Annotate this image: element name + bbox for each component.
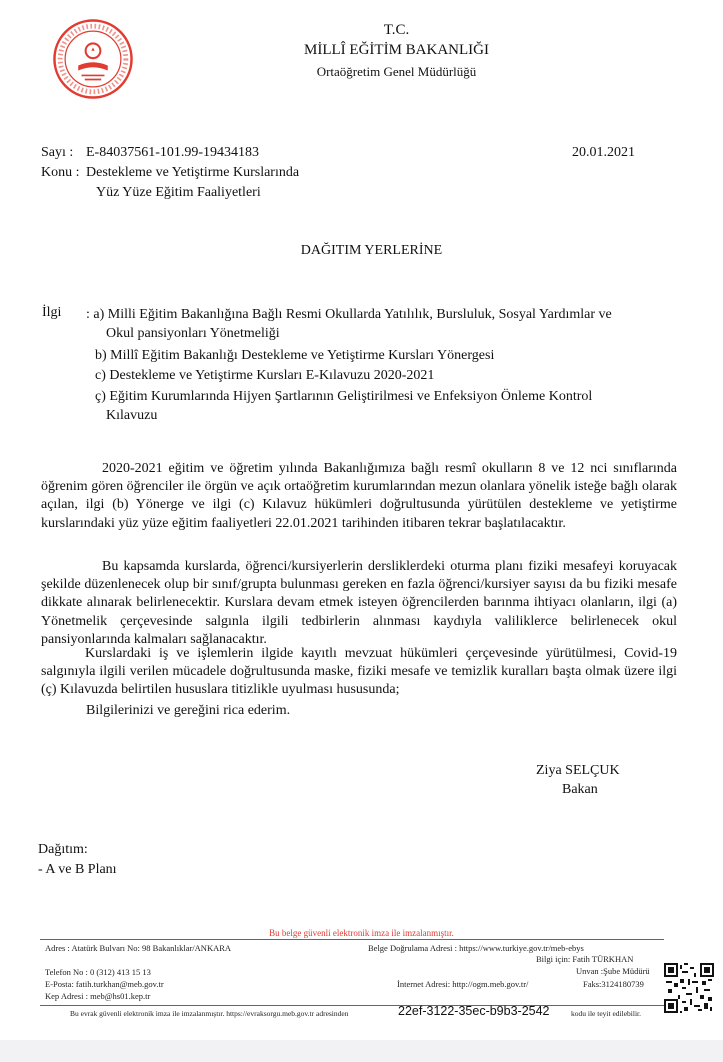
ilgi-item-cc: ç) Eğitim Kurumlarında Hijyen Şartlarının Geliştirilmesi ve Enfeksiyon Önleme Kontrol: [95, 389, 593, 404]
distribution-value: - A ve B Planı: [38, 862, 117, 877]
ilgi-item-a-cont: Okul pansiyonları Yönetmeliği: [106, 326, 280, 341]
footer-verification-address[interactable]: Belge Doğrulama Adresi : https://www.turkiye.gov.tr/meb-ebys: [368, 943, 584, 953]
body-paragraph-4: Bilgilerinizi ve gereğini rica ederim.: [86, 703, 291, 718]
konu-line-2: Yüz Yüze Eğitim Faaliyetleri: [96, 185, 261, 200]
distribution-label: Dağıtım:: [38, 842, 88, 857]
footer-verify-text-end: kodu ile teyit edilebilir.: [571, 1009, 641, 1018]
header-tc: T.C.: [383, 22, 410, 38]
footer-verify-text: Bu evrak güvenli elektronik imza ile imzalanmıştır. https://evraksorgu.meb.gov.tr adresinden: [70, 1009, 349, 1018]
ilgi-item-b: b) Millî Eğitim Bakanlığı Destekleme ve Yetiştirme Kursları Yönergesi: [95, 348, 495, 363]
footer-fax: Faks:3124180739: [583, 979, 644, 989]
sayi-value: E-84037561-101.99-19434183: [86, 145, 260, 160]
footer-email[interactable]: E-Posta: fatih.turkhan@meb.gov.tr: [45, 979, 164, 989]
konu-label: Konu :: [41, 165, 80, 180]
signatory-name: Ziya SELÇUK: [536, 763, 620, 778]
esign-note: Bu belge güvenli elektronik imza ile imzalanmıştır.: [269, 928, 454, 938]
verification-code: 22ef-3122-35ec-b9b3-2542: [398, 1004, 550, 1018]
signatory-title: Bakan: [562, 782, 598, 797]
viewer-bottom-bar: [0, 1040, 723, 1062]
qr-code-icon: [664, 963, 714, 1013]
body-paragraph-2: Bu kapsamda kurslarda, öğrenci/kursiyerlerin dersliklerdeki oturma planı fiziki mesafeyi koruyacak şekilde düzenlenecek olup bir sınıf/grupta bulunması gereken en fazla öğrenci/kursiyer sayısı da bu fiziki mesafe dikkate alınarak belirlenecektir. Kurslara devam etmek isteyen öğrencilerden barınma ihtiyacı olanların, ilgi (a) Yönetmelik çerçevesinde salgınla ilgili tedbirlerin alınması kaydıyla valiliklerce belirlenecek okul pansiyonlarında kalmaları sağlanacaktır.: [41, 559, 677, 647]
footer-bottom-divider: [40, 1005, 664, 1006]
body-paragraph-1: 2020-2021 eğitim ve öğretim yılında Bakanlığımıza bağlı resmî okulların 8 ve 12 nci sınıflarında öğrenim gören öğrenciler ile örgün ve açık ortaöğretim kurumlarından mezun olanlara yönelik isteğe bağlı olarak açılan, ilgi (b) Yönerge ve ilgi (c) Kılavuz hükümleri doğrultusunda yürütülen destekleme ve yetiştirme kurslarındaki yüz yüze eğitim faaliyetleri 22.01.2021 tarihinden itibaren tekrar başlatılacaktır.: [41, 461, 677, 531]
ilgi-item-a: : a) Milli Eğitim Bakanlığına Bağlı Resmi Okullarda Yatılılık, Bursluluk, Sosyal Yardımlar ve: [86, 307, 612, 322]
recipient-heading: DAĞITIM YERLERİNE: [300, 243, 443, 258]
body-paragraph-3: Kurslardaki iş ve işlemlerin ilgide kayıtlı mevzuat hükümleri çerçevesinde yürütülmesi, Covid-19 salgınıyla ilgili verilen mücadele doğrultusunda maske, fiziki mesafe ve temizlik kuralları başta olmak üzere ilgi (ç) Kılavuzda belirtilen hususlara titizlikle uyulması hususunda;: [41, 646, 677, 698]
ilgi-item-c: c) Destekleme ve Yetiştirme Kursları E-Kılavuzu 2020-2021: [95, 368, 435, 383]
footer-phone: Telefon No : 0 (312) 413 15 13: [45, 967, 151, 977]
footer-contact-person: Bilgi için: Fatih TÜRKHAN: [536, 954, 634, 964]
sayi-label: Sayı :: [41, 145, 74, 160]
footer-title: Unvan :Şube Müdürü: [576, 966, 650, 976]
konu-line-1: Destekleme ve Yetiştirme Kurslarında: [86, 165, 300, 180]
header-ministry: MİLLÎ EĞİTİM BAKANLIĞI: [304, 42, 489, 58]
footer-website[interactable]: İnternet Adresi: http://ogm.meb.gov.tr/: [397, 979, 529, 989]
footer-divider: [40, 939, 664, 940]
footer-address: Adres : Atatürk Bulvarı No: 98 Bakanlıklar/ANKARA: [45, 943, 232, 953]
ilgi-label: İlgi: [42, 305, 62, 320]
header-directorate: Ortaöğretim Genel Müdürlüğü: [316, 64, 477, 79]
ilgi-item-cc-cont: Kılavuzu: [106, 408, 158, 423]
document-date: 20.01.2021: [572, 145, 635, 160]
footer-kep-address: Kep Adresi : meb@hs01.kep.tr: [45, 991, 151, 1001]
